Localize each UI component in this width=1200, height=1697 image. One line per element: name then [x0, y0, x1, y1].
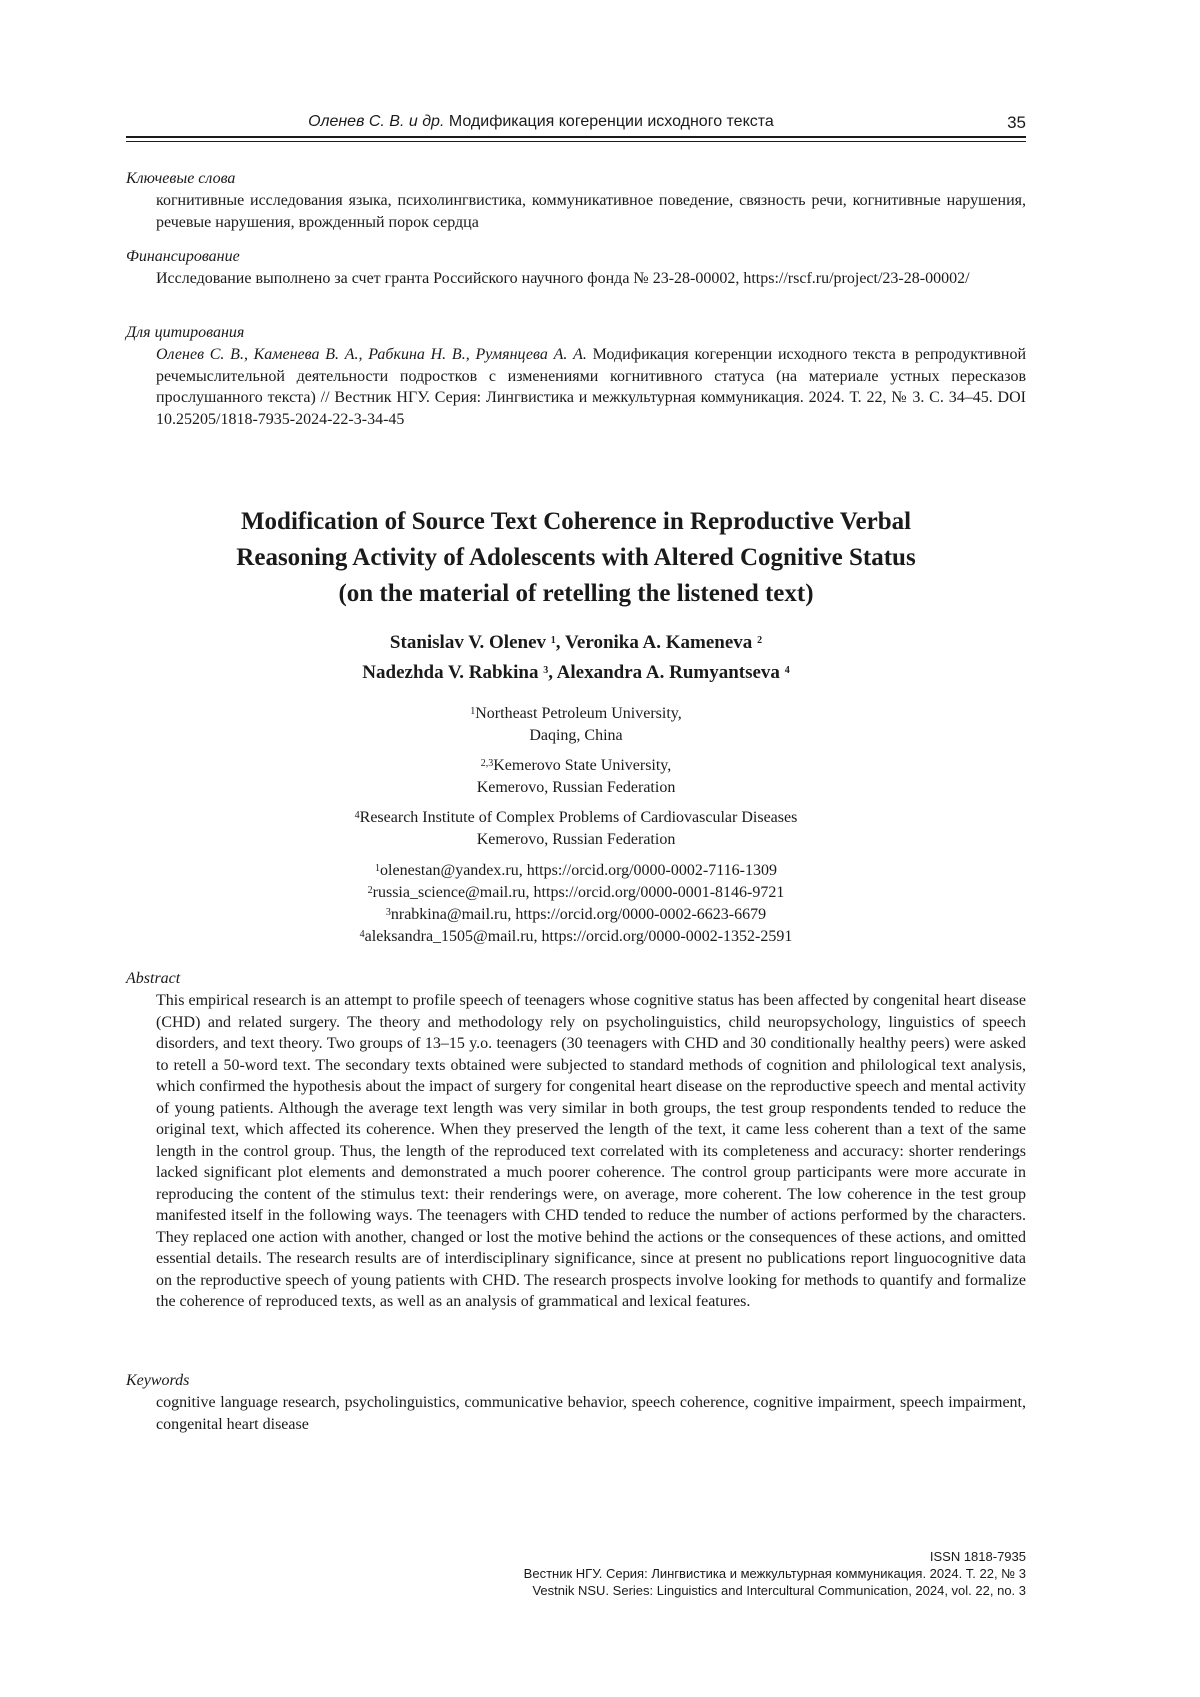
affiliation-2: [126, 755, 1026, 799]
author-2: Veronika A. Kameneva: [565, 632, 752, 653]
authors-line-1: Stanislav V. Olenev 1, Veronika A. Kameneva 2: [126, 628, 1026, 658]
running-title-text: Модификация когеренции исходного текста: [449, 113, 774, 130]
footer-issn: ISSN 1818-7935: [524, 1548, 1026, 1565]
keywords-ru-label: Ключевые слова: [126, 168, 1026, 190]
contact-2: [126, 882, 1026, 904]
citation-body: [156, 344, 1026, 430]
article-title: [126, 504, 1026, 612]
affiliation-3-location: Kemerovo, Russian Federation: [126, 829, 1026, 851]
affiliation-2-name: Kemerovo State University,: [493, 757, 671, 774]
author-3-sup: 3: [543, 665, 548, 676]
running-authors: Оленев С. В. и др.: [308, 113, 444, 130]
author-4-sup: 4: [785, 665, 790, 676]
keywords-en-text: cognitive language research, psycholinguistics, communicative behavior, speech coherence, cognitive impairment, speech impairment, congenital heart disease: [156, 1392, 1026, 1435]
abstract-label: Abstract: [126, 968, 1026, 990]
footer-journal-ru: Вестник НГУ. Серия: Лингвистика и межкультурная коммуникация. 2024. Т. 22, № 3: [524, 1565, 1026, 1582]
title-line-1: Modification of Source Text Coherence in Reproductive Verbal: [126, 504, 1026, 540]
authors-line-2: Nadezhda V. Rabkina 3, Alexandra A. Rumyantseva 4: [126, 658, 1026, 688]
citation-label: Для цитирования: [126, 322, 1026, 344]
affiliation-2-sup: 2,3: [481, 758, 494, 769]
title-line-3: (on the material of retelling the listened text): [126, 576, 1026, 612]
contact-2-sup: 2: [368, 885, 373, 896]
keywords-ru-section: [126, 168, 1026, 233]
citation-text: Модификация когеренции исходного текста в репродуктивной речемыслительной деятельности подростков с изменениями когнитивного статуса (на материале устных пересказов прослушанного текста) // Вестник НГУ. Серия: Лингвистика и межкультурная коммуникация. 2024. Т. 22, № 3. С. 34–45. DOI 10.25205/1818-7935-2024-22-3-34-45: [156, 346, 1026, 428]
funding-section: [126, 246, 1026, 290]
running-header: [126, 113, 1026, 137]
contact-1: [126, 860, 1026, 882]
contact-4-text: aleksandra_1505@mail.ru, https://orcid.org/0000-0002-1352-2591: [365, 928, 793, 945]
contact-4: [126, 926, 1026, 948]
footer-journal-en: Vestnik NSU. Series: Linguistics and Intercultural Communication, 2024, vol. 22, no. 3: [524, 1582, 1026, 1599]
contact-3-sup: 3: [386, 907, 391, 918]
affiliation-1-sup: 1: [470, 706, 475, 717]
contact-1-text: olenestan@yandex.ru, https://orcid.org/0000-0002-7116-1309: [380, 862, 777, 879]
running-title: [126, 113, 956, 131]
affiliation-3-sup: 4: [355, 810, 360, 821]
abstract-text: This empirical research is an attempt to profile speech of teenagers whose cognitive status has been affected by congenital heart disease (CHD) and related surgery. The theory and methodology rely on psycholinguistics, child neuropsychology, linguistics of speech disorders, and text theory. Two groups of 13–15 y.o. teenagers (30 teenagers with CHD and 30 conditionally healthy peers) were asked to retell a 50-word text. The secondary texts obtained were subjected to standard methods of cognition and philological text analysis, which confirmed the hypothesis about the impact of surgery for congenital heart disease on the reproductive speech and mental activity of young patients. Although the average text length was very similar in both groups, the test group respondents tended to reduce the original text, which affected its coherence. When they preserved the length of the text, it came less coherent than a text of the same length in the control group. Thus, the length of the reproduced text correlated with its completeness and accuracy: shorter renderings lacked significant plot elements and demonstrated a much poorer coherence. The control group participants were more accurate in reproducing the content of the stimulus text: their renderings were, on average, more coherent. The low coherence in the test group manifested itself in the following ways. The teenagers with CHD tended to reduce the number of actions performed by the characters. They replaced one action with another, changed or lost the motive behind the actions or the consequences of these actions, and omitted essential details. The research results are of interdisciplinary significance, since at present no publications report linguocognitive data on the reproductive speech of young patients with CHD. The research prospects involve looking for methods to quantify and formalize the coherence of reproduced texts, as well as an analysis of grammatical and lexical features.: [156, 990, 1026, 1313]
citation-authors: Оленев С. В., Каменева В. А., Рабкина Н. В., Румянцева А. А.: [156, 346, 587, 363]
author-4: Alexandra A. Rumyantseva: [557, 662, 780, 683]
affiliation-3-name: Research Institute of Complex Problems of Cardiovascular Diseases: [360, 809, 798, 826]
contact-3: [126, 904, 1026, 926]
citation-section: [126, 322, 1026, 430]
header-rule-thin: [126, 141, 1026, 142]
author-3: Nadezhda V. Rabkina: [362, 662, 538, 683]
header-rule-thick: [126, 136, 1026, 138]
keywords-en-label: Keywords: [126, 1370, 1026, 1392]
affiliation-3: [126, 807, 1026, 851]
affiliation-1: [126, 703, 1026, 747]
affiliation-2-location: Kemerovo, Russian Federation: [126, 777, 1026, 799]
funding-label: Финансирование: [126, 246, 1026, 268]
contact-1-sup: 1: [375, 863, 380, 874]
page-footer: [524, 1548, 1026, 1599]
author-list: [126, 628, 1026, 688]
affiliation-1-name: Northeast Petroleum University,: [475, 705, 681, 722]
contact-2-text: russia_science@mail.ru, https://orcid.org/0000-0001-8146-9721: [373, 884, 785, 901]
title-line-2: Reasoning Activity of Adolescents with Altered Cognitive Status: [126, 540, 1026, 576]
contact-list: [126, 860, 1026, 948]
author-1-sup: 1: [551, 635, 556, 646]
contact-3-text: nrabkina@mail.ru, https://orcid.org/0000-0002-6623-6679: [391, 906, 766, 923]
page-number: 35: [1007, 113, 1026, 133]
affiliation-1-location: Daqing, China: [126, 725, 1026, 747]
contact-4-sup: 4: [360, 929, 365, 940]
abstract-section: [126, 968, 1026, 1313]
funding-text: Исследование выполнено за счет гранта Российского научного фонда № 23-28-00002, https://rscf.ru/project/23-28-00002/: [156, 268, 1026, 290]
keywords-ru-text: когнитивные исследования языка, психолингвистика, коммуникативное поведение, связность речи, когнитивные нарушения, речевые нарушения, врожденный порок сердца: [156, 190, 1026, 233]
author-1: Stanislav V. Olenev: [390, 632, 546, 653]
author-2-sup: 2: [757, 635, 762, 646]
keywords-en-section: [126, 1370, 1026, 1435]
